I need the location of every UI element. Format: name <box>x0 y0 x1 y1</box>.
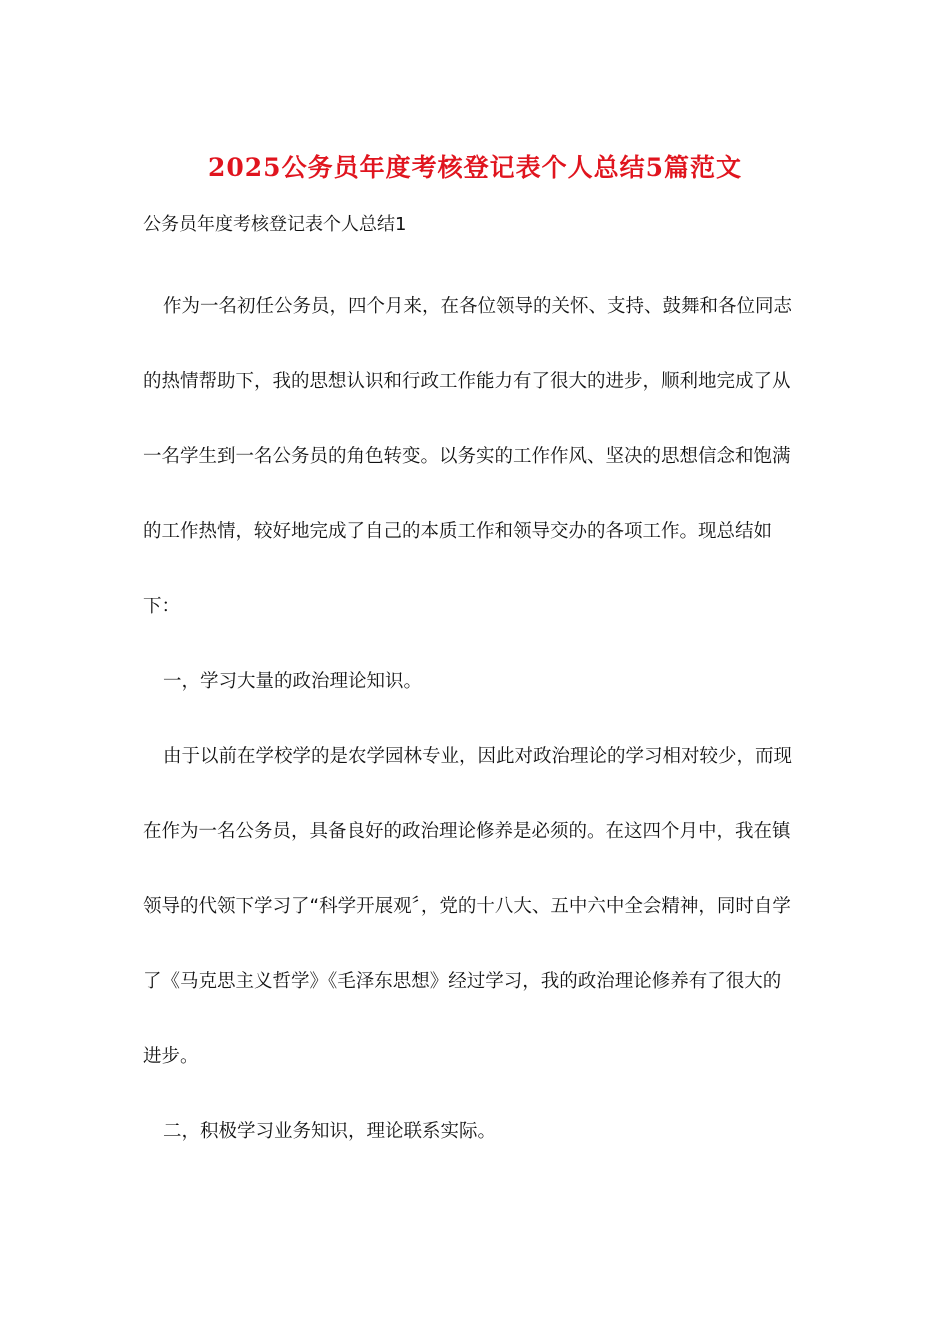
document-subtitle: 公务员年度考核登记表个人总结1 <box>143 214 407 235</box>
document-body <box>143 269 798 1169</box>
section-heading: 二，积极学习业务知识，理论联系实际。 <box>163 1121 497 1142</box>
section-heading: 一，学习大量的政治理论知识。 <box>163 671 423 692</box>
document-title: 2025公务员年度考核登记表个人总结5篇范文 <box>208 153 742 182</box>
paragraph: 作为一名初任公务员，四个月来，在各位领导的关怀、支持、鼓舞和各位同志的热情帮助下，我的思想认识和行政工作能力有了很大的进步，顺利地完成了从一名学生到一名公务员的角色转变。以务实的工作作风、坚决的思想信念和饱满的工作热情，较好地完成了自己的本质工作和领导交办的各项工作。现总结如下： <box>143 296 793 617</box>
paragraph: 由于以前在学校学的是农学园林专业，因此对政治理论的学习相对较少，而现在作为一名公务员，具备良好的政治理论修养是必须的。在这四个月中，我在镇领导的代领下学习了“科学开展观〞，党的十八大、五中六中全会精神，同时自学了《马克思主义哲学》《毛泽东思想》经过学习，我的政治理论修养有了很大的进步。 <box>143 746 793 1067</box>
